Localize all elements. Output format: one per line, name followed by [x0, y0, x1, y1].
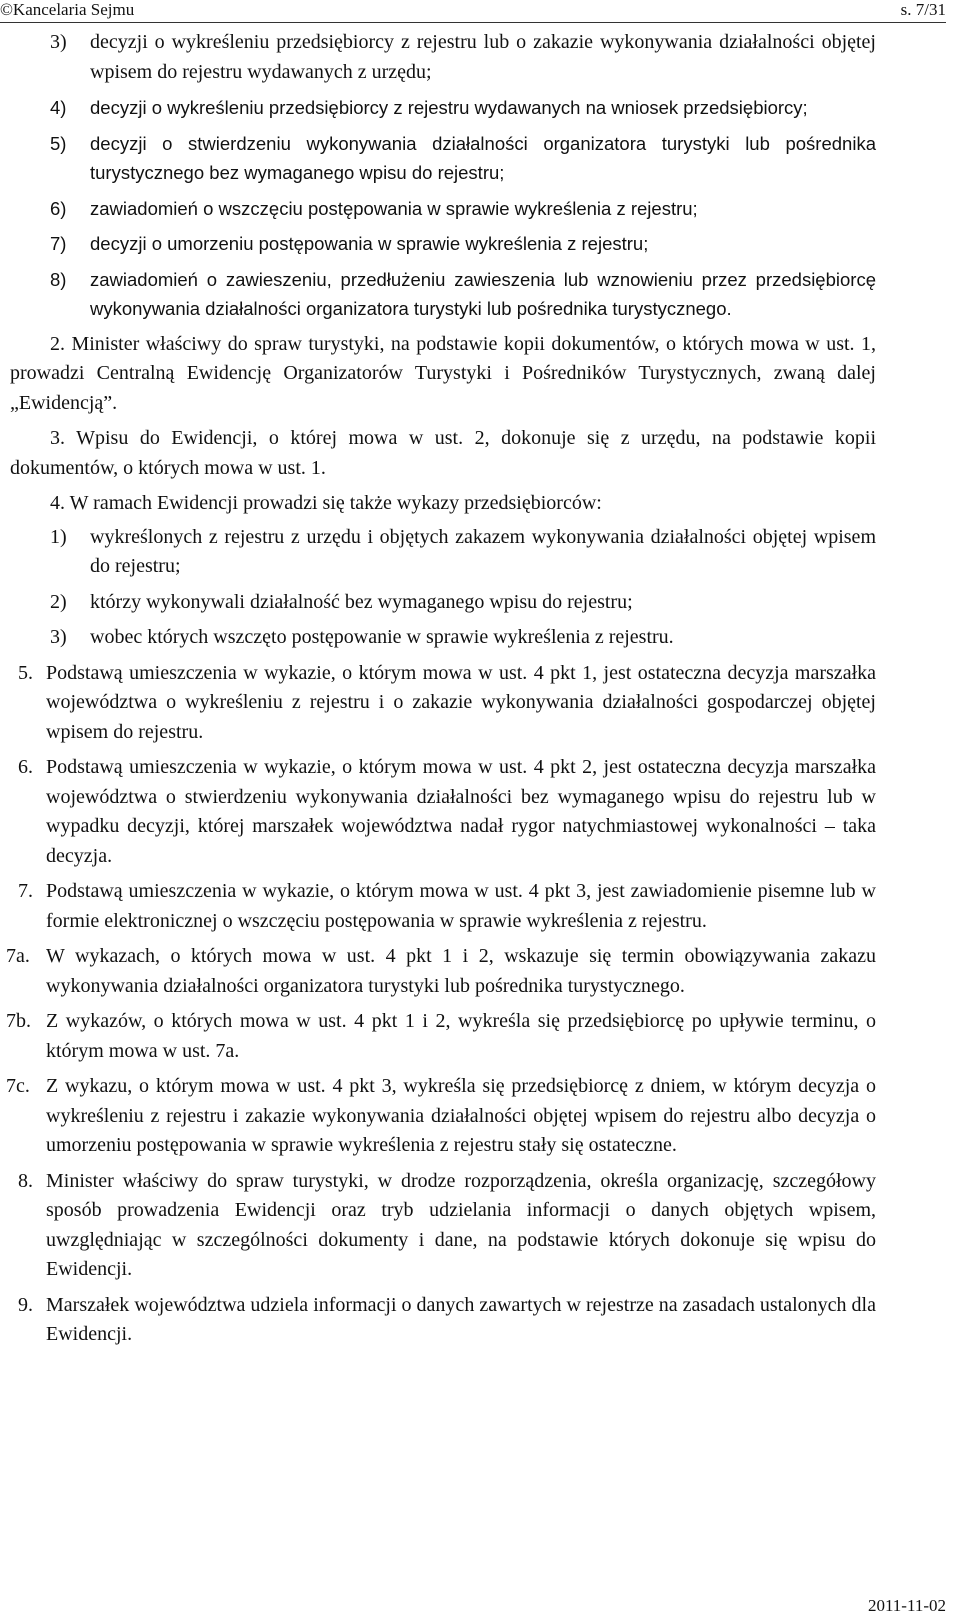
list-item — [10, 129, 876, 188]
list-item — [10, 523, 876, 582]
paragraph-8 — [10, 1167, 876, 1285]
list-item-text: wobec których wszczęto postępowanie w sprawie wykreślenia z rejestru. — [90, 626, 674, 648]
list-item — [10, 623, 876, 653]
paragraph-7c — [6, 1072, 876, 1161]
list-item-text: zawiadomień o zawieszeniu, przedłużeniu zawieszenia lub wznowieniu przez przedsiębiorcę wykonywania działalności organizatora turystyki lub pośrednika turystycznego. — [90, 268, 876, 319]
list-item — [10, 28, 876, 87]
paragraph-text: Marszałek województwa udziela informacji o danych zawartych w rejestrze na zasadach ustalonych dla Ewidencji. — [46, 1293, 876, 1345]
list-item-number: 1) — [50, 525, 67, 548]
paragraph-text: Z wykazu, o którym mowa w ust. 4 pkt 3, wykreśla się przedsiębiorcę z dniem, w którym decyzja o wykreśleniu z rejestru i zakazie wykonywania działalności objętej wpisem do rejestru albo decyzja o umorzeniu postępowania w sprawie wykreślenia z rejestru stały się ostateczne. — [46, 1075, 876, 1156]
list-item-text: którzy wykonywali działalność bez wymaganego wpisu do rejestru; — [90, 590, 633, 613]
paragraph-3 — [10, 424, 876, 483]
paragraph-9 — [10, 1291, 876, 1350]
list-item — [10, 588, 876, 618]
paragraph-number: 6. — [18, 756, 33, 778]
list-item-text: decyzji o stwierdzeniu wykonywania działalności organizatora turystyki lub pośrednika turystycznego bez wymaganego wpisu do rejestru; — [90, 132, 876, 183]
paragraph-text: W ramach Ewidencji prowadzi się także wykazy przedsiębiorców: — [69, 492, 602, 514]
paragraph-text: Podstawą umieszczenia w wykazie, o którym mowa w ust. 4 pkt 1, jest ostateczna decyzja marszałka województwa o wykreśleniu z rejestru i o zakazie wykonywania działalności gospodarczej objętej wpisem do rejestru. — [46, 661, 876, 743]
list-item-number: 2) — [50, 590, 67, 613]
document-body — [6, 28, 877, 1356]
paragraph-text: Wpisu do Ewidencji, o której mowa w ust. 2, dokonuje się z urzędu, na podstawie kopii dokumentów, o których mowa w ust. 1. — [10, 427, 876, 479]
paragraph-number: 8. — [18, 1169, 33, 1192]
paragraph-number: 3. — [50, 427, 65, 449]
list-item-number: 8) — [50, 268, 67, 290]
header-page-number: s. 7/31 — [900, 0, 946, 19]
paragraph-number: 2. — [50, 332, 65, 355]
list-item — [10, 93, 876, 123]
footer-date: 2011-11-02 — [867, 1596, 946, 1615]
header-divider — [0, 22, 946, 23]
list-item-number: 3) — [50, 626, 67, 648]
paragraph-number: 9. — [18, 1293, 33, 1316]
list-item-number: 7) — [50, 233, 67, 254]
paragraph-number: 7b. — [6, 1010, 31, 1032]
list-item — [10, 229, 876, 259]
paragraph-7b — [6, 1007, 876, 1066]
paragraph-7a — [6, 942, 876, 1001]
list-item-text: decyzji o wykreśleniu przedsiębiorcy z rejestru wydawanych na wniosek przedsiębiorcy; — [90, 97, 808, 118]
paragraph-2 — [10, 330, 876, 419]
paragraph-text: W wykazach, o których mowa w ust. 4 pkt 1 i 2, wskazuje się termin obowiązywania zakazu wykonywania działalności organizatora turystyki lub pośrednika turystycznego. — [46, 945, 876, 997]
paragraph-number: 4. — [50, 492, 65, 514]
paragraph-4 — [10, 489, 876, 519]
paragraph-text: Minister właściwy do spraw turystyki, w drodze rozporządzenia, określa organizację, szczegółowy sposób prowadzenia Ewidencji oraz tryb udzielania informacji o danych objętych wpisem, uwzględniając w szczególności dokumenty i dane, na podstawie których dokonuje się wpisu do Ewidencji. — [46, 1169, 876, 1280]
list-item — [10, 265, 876, 324]
list-item — [10, 194, 876, 224]
list-item-number: 6) — [50, 197, 67, 219]
paragraph-number: 7c. — [6, 1075, 30, 1097]
list-item-text: wykreślonych z rejestru z urzędu i objętych zakazem wykonywania działalności objętej wpisem do rejestru; — [90, 525, 876, 577]
paragraph-number: 7. — [18, 880, 33, 902]
list-item-text: decyzji o umorzeniu postępowania w sprawie wykreślenia z rejestru; — [90, 233, 649, 254]
paragraph-6 — [10, 753, 876, 871]
paragraph-number: 7a. — [6, 945, 30, 967]
paragraph-text: Minister właściwy do spraw turystyki, na podstawie kopii dokumentów, o których mowa w ust. 1, prowadzi Centralną Ewidencję Organizatorów Turystyki i Pośredników Turystycznych, zwaną dalej „Ewidencją”. — [10, 332, 877, 414]
paragraph-text: Podstawą umieszczenia w wykazie, o którym mowa w ust. 4 pkt 3, jest zawiadomienie pisemne lub w formie elektronicznej o wszczęciu postępowania w sprawie wykreślenia z rejestru. — [46, 880, 876, 932]
list-item-text: zawiadomień o wszczęciu postępowania w sprawie wykreślenia z rejestru; — [90, 197, 698, 219]
paragraph-5 — [10, 659, 876, 748]
list-item-number: 5) — [50, 132, 67, 154]
header-copyright: ©Kancelaria Sejmu — [0, 0, 135, 19]
paragraph-number: 5. — [18, 661, 33, 684]
paragraph-7 — [10, 877, 876, 936]
paragraph-text: Z wykazów, o których mowa w ust. 4 pkt 1 i 2, wykreśla się przedsiębiorcę po upływie terminu, o którym mowa w ust. 7a. — [46, 1010, 876, 1062]
list-item-text: decyzji o wykreśleniu przedsiębiorcy z rejestru lub o zakazie wykonywania działalności objętej wpisem do rejestru wydawanych z urzędu; — [90, 31, 876, 83]
paragraph-text: Podstawą umieszczenia w wykazie, o którym mowa w ust. 4 pkt 2, jest ostateczna decyzja marszałka województwa o stwierdzeniu wykonywania działalności bez wymaganego wpisu do rejestru lub w wypadku decyzji, której marszałek województwa nadał rygor natychmiastowej wykonalności – taka decyzja. — [46, 756, 876, 867]
list-item-number: 4) — [50, 97, 67, 118]
list-item-number: 3) — [50, 31, 67, 53]
